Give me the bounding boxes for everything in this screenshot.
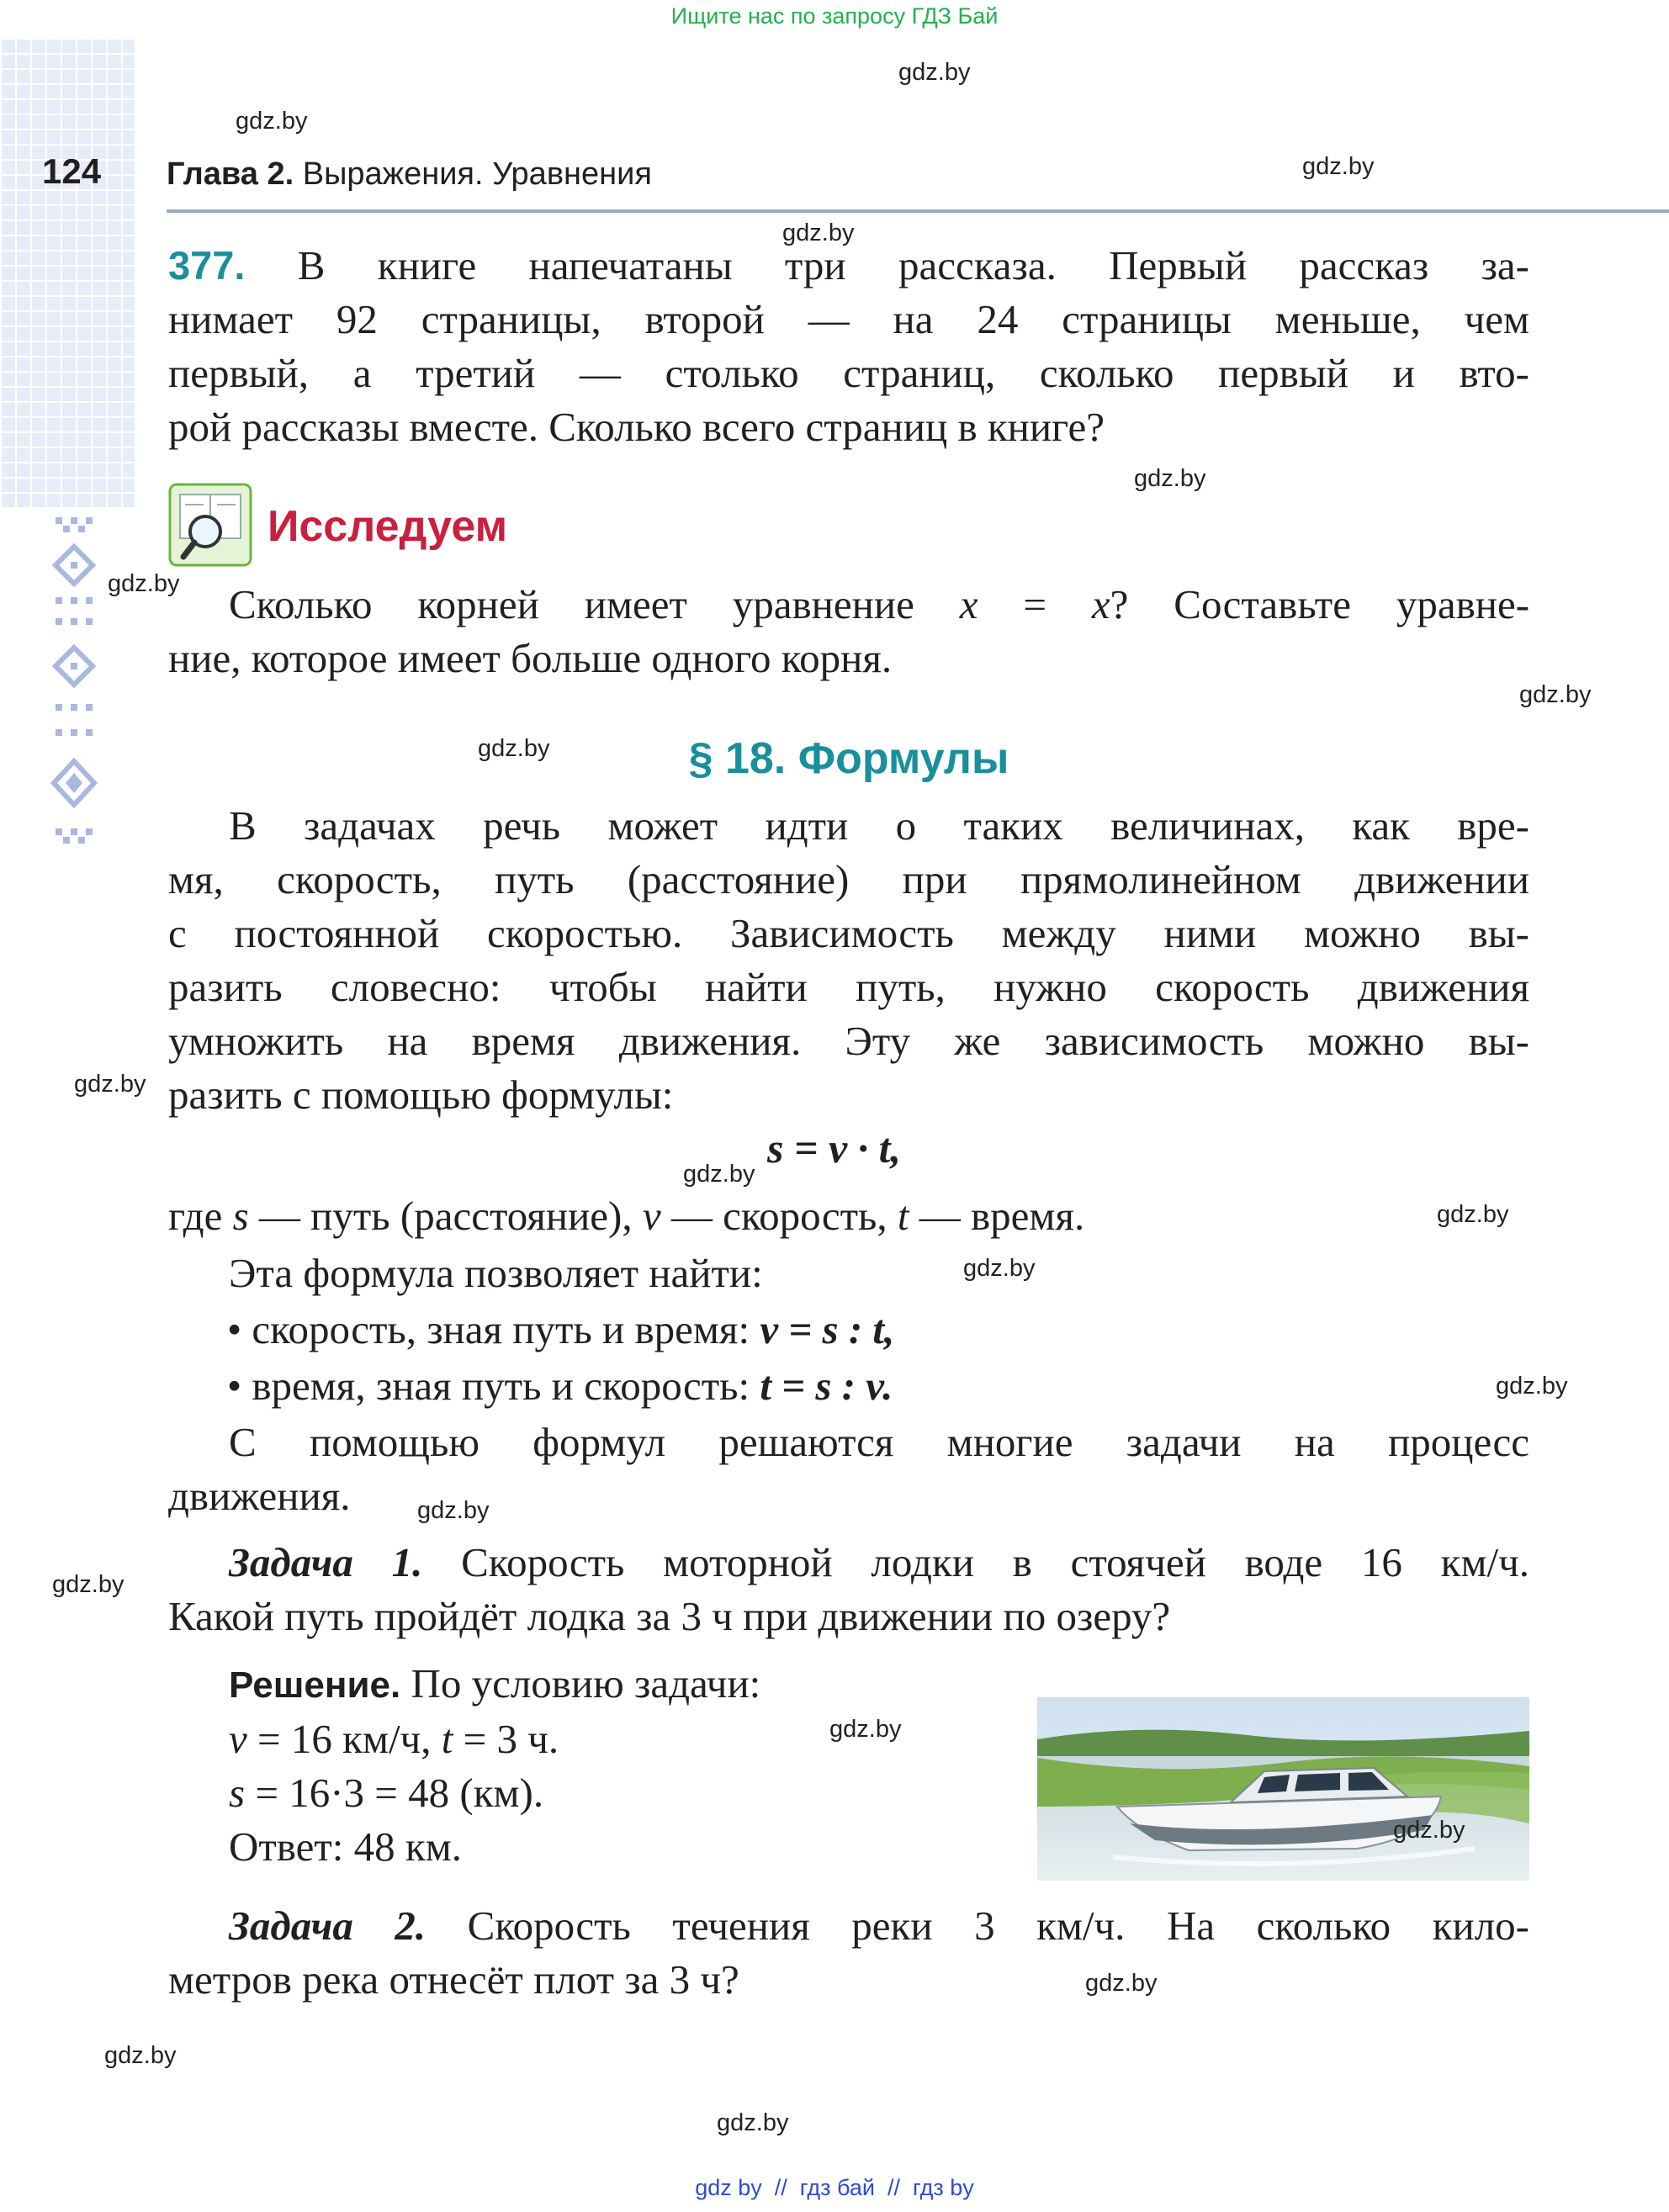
watermark: gdz.by (74, 1071, 146, 1098)
watermark: gdz.by (782, 220, 855, 246)
paragraph-line: умножить на время движения. Эту же зависимость можно вы- (168, 1018, 1529, 1064)
many-line-1: С помощью формул решаются многие задачи на процесс (229, 1419, 1529, 1465)
answer-line: Ответ: 48 км. (229, 1823, 462, 1870)
solution-block (229, 1657, 986, 1874)
explore-line-2: ние, которое имеет больше одного корня. (168, 635, 893, 681)
watermark: gdz.by (1134, 465, 1206, 492)
side-ornament (49, 509, 99, 900)
watermark: gdz.by (829, 1716, 902, 1743)
watermark: gdz.by (1302, 153, 1375, 180)
where-line: где s — путь (расстояние), v — скорость, t — время. (168, 1193, 1085, 1239)
top-banner[interactable]: Ищите нас по запросу ГДЗ Бай (670, 3, 999, 29)
watermark: gdz.by (52, 1571, 125, 1598)
watermark: gdz.by (417, 1497, 490, 1524)
header-rule (167, 209, 1669, 213)
watermark: gdz.by (898, 59, 971, 86)
page-number: 124 (42, 151, 102, 191)
formula-explanation (168, 1189, 1529, 1523)
problem-2-line-1: Задача 2. Скорость течения реки 3 км/ч. На сколько кило- (229, 1902, 1530, 1949)
given-line: v = 16 км/ч, t = 3 ч. (229, 1716, 559, 1762)
watermark: gdz.by (108, 570, 180, 597)
solution-heading: Решение. По условию задачи: (229, 1660, 761, 1707)
problem-2-label: Задача 2. (229, 1902, 427, 1949)
watermark: gdz.by (1437, 1201, 1509, 1228)
problem-1-line-1: Задача 1. Скорость моторной лодки в стоячей воде 16 км/ч. (229, 1539, 1529, 1585)
allows-line: Эта формула позволяет найти: (229, 1250, 763, 1296)
chapter-header (167, 156, 652, 193)
problem-2-line-2: метров река отнесёт плот за 3 ч? (168, 1956, 739, 2003)
task-number: 377. (168, 243, 246, 288)
problem-1-label: Задача 1. (229, 1539, 423, 1585)
footer-links[interactable]: gdz by // гдз бай // гдз by (695, 2175, 974, 2200)
watermark: gdz.by (104, 2042, 177, 2069)
problem-1-line-2: Какой путь пройдёт лодка за 3 ч при движении по озеру? (168, 1593, 1171, 1639)
watermark: gdz.by (683, 1161, 755, 1188)
side-grid-pattern (0, 38, 135, 509)
problem-2 (168, 1899, 1529, 2007)
bullet-time: • время, зная путь и скорость: t = s : v. (227, 1363, 893, 1409)
watermark: gdz.by (478, 735, 550, 762)
magnifier-icon (168, 483, 252, 567)
photo-motorboat (1037, 1697, 1529, 1881)
paragraph-line: разить с помощью формулы: (168, 1072, 674, 1118)
task-377-line-2: нимает 92 страницы, второй — на 24 страницы меньше, чем (168, 296, 1529, 342)
formula-main: s = v · t, (767, 1125, 902, 1172)
watermark: gdz.by (236, 108, 308, 135)
section-title: § 18. Формулы (688, 734, 1009, 783)
explore-line-1: Сколько корней имеет уравнение x = x? Составьте уравне- (229, 581, 1530, 627)
task-377-line-4: рой рассказы вместе. Сколько всего страниц в книге? (168, 404, 1105, 450)
watermark: gdz.by (1085, 1970, 1158, 1997)
calc-line: s = 16·3 = 48 (км). (229, 1770, 544, 1816)
chapter-number: Глава 2. (167, 156, 294, 192)
task-text: В книге напечатаны три рассказа. Первый рассказ за- (297, 242, 1529, 288)
many-line-2: движения. (168, 1473, 351, 1519)
watermark: gdz.by (1519, 681, 1592, 708)
explore-text (168, 578, 1529, 685)
chapter-title: Выражения. Уравнения (302, 156, 652, 192)
paragraph-line: с постоянной скоростью. Зависимость между ними можно вы- (168, 910, 1529, 956)
watermark: gdz.by (717, 2109, 789, 2136)
watermark: gdz.by (1393, 1817, 1465, 1844)
task-377 (168, 239, 1529, 454)
problem-1 (168, 1536, 1529, 1643)
task-377-line-3: первый, а третий — столько страниц, сколько первый и вто- (168, 350, 1529, 396)
explore-title: Исследуем (268, 502, 508, 551)
paragraph-line: В задачах речь может идти о таких величинах, как вре- (229, 802, 1529, 849)
bullet-speed: • скорость, зная путь и время: v = s : t, (227, 1306, 895, 1352)
paragraph-line: разить словесно: чтобы найти путь, нужно скорость движения (168, 964, 1529, 1010)
section-paragraph (168, 799, 1529, 1122)
paragraph-line: мя, скорость, путь (расстояние) при прямолинейном движении (168, 856, 1529, 902)
watermark: gdz.by (963, 1255, 1036, 1282)
watermark: gdz.by (1496, 1373, 1568, 1400)
